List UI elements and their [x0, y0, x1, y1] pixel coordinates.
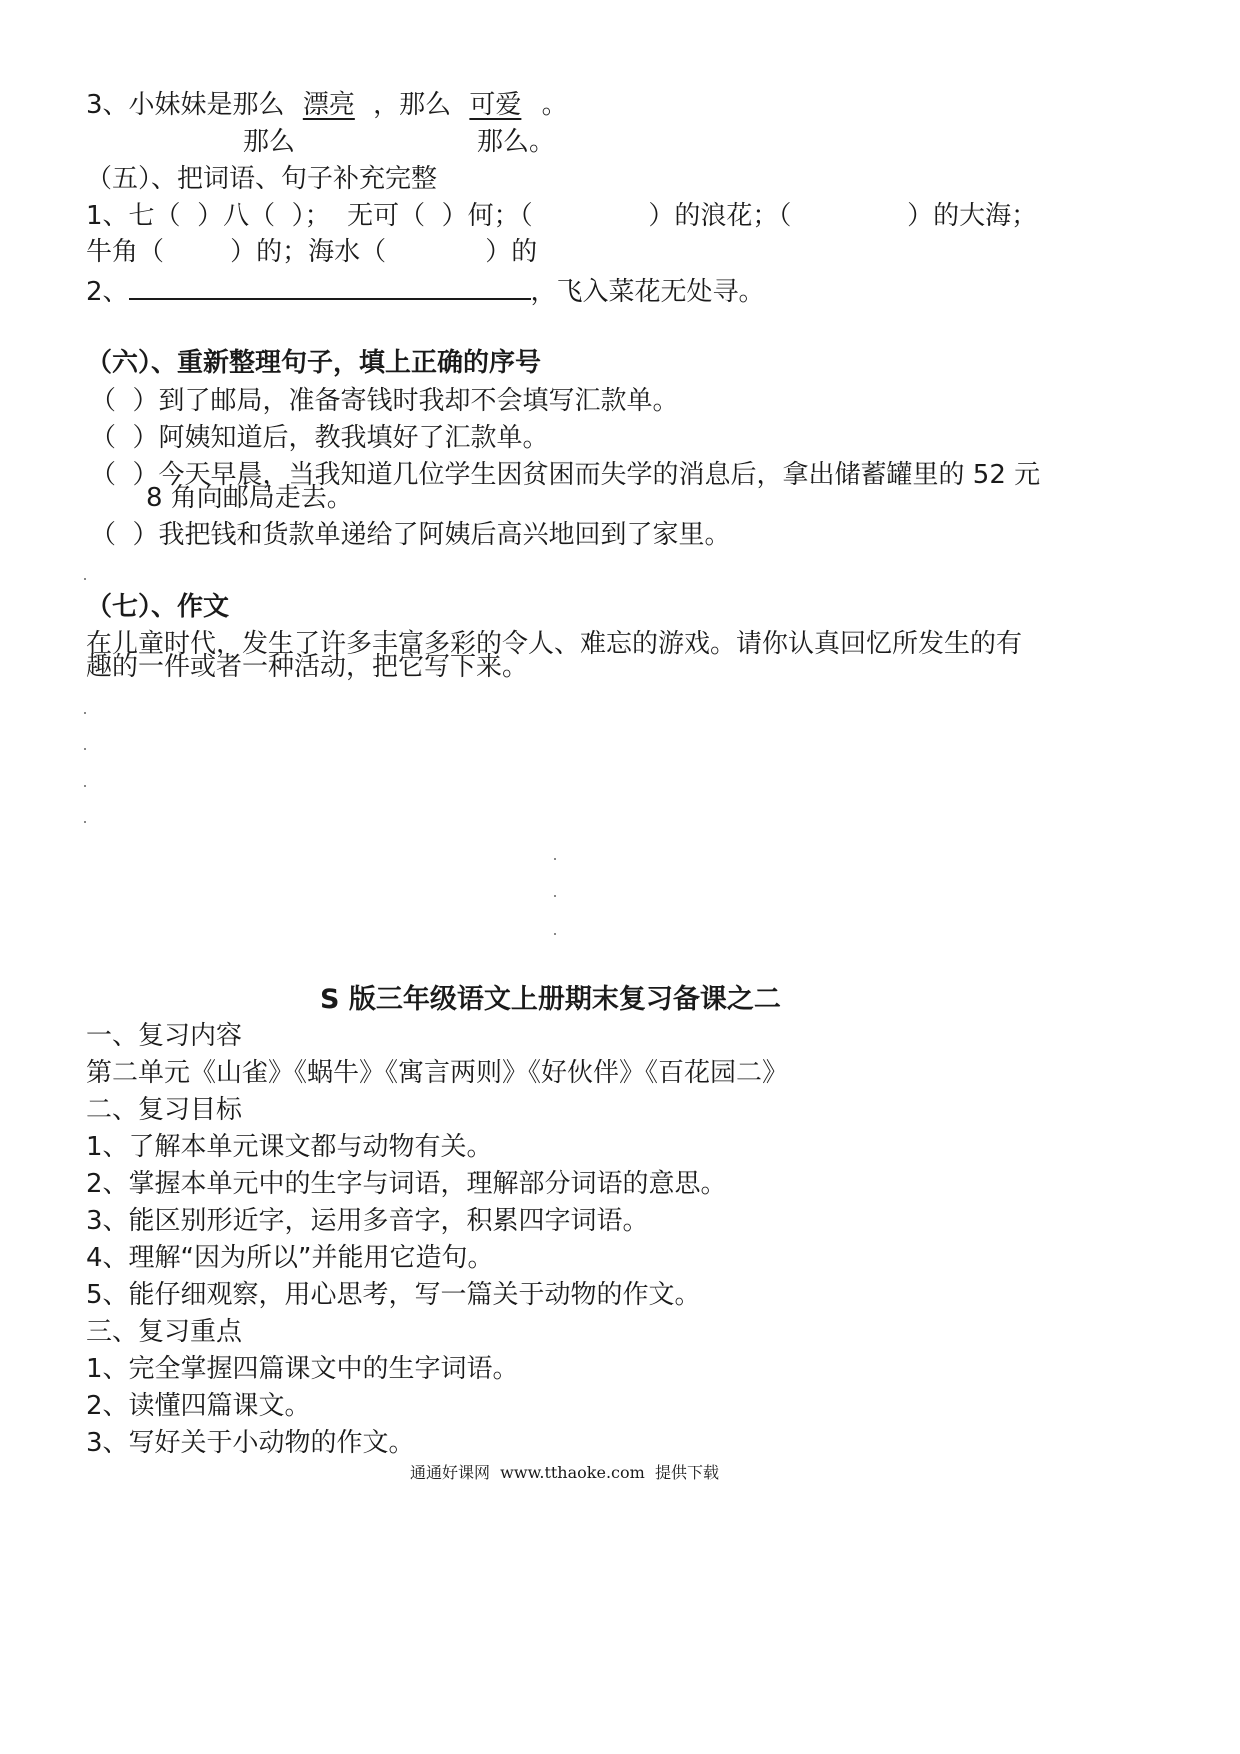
section-7-line-1: 在儿童时代，发生了许多丰富多彩的令人、难忘的游戏。请你认真回忆所发生的有 — [86, 629, 1023, 659]
lesson-line-11: 2、读懂四篇课文。 — [86, 1391, 311, 1421]
lesson-line-12: 3、写好关于小动物的作文。 — [86, 1428, 415, 1458]
scan-dot — [84, 785, 86, 787]
fill-blank-line — [129, 276, 531, 300]
scan-dot — [84, 748, 86, 750]
lesson-line-2: 第二单元《山雀》《蜗牛》《寓言两则》《好伙伴》《百花园二》 — [86, 1058, 789, 1088]
lesson-line-4: 1、了解本单元课文都与动物有关。 — [86, 1132, 493, 1162]
section-5-line-1: 1、七（ ）八（ ）； 无可（ ）何；（ ）的浪花；（ ）的大海； — [86, 201, 1038, 231]
scan-dot — [84, 712, 86, 714]
section-6-heading: （六）、重新整理句子，填上正确的序号 — [86, 348, 542, 378]
s5-line3-suffix: ，飞入菜花无处寻。 — [530, 277, 765, 307]
section-6-item-2: （ ）阿姨知道后，教我填好了汇款单。 — [90, 423, 549, 453]
scan-dot — [554, 858, 556, 860]
q3-prefix: 3、小妹妹是那么 — [86, 90, 285, 120]
section-5-heading: （五）、把词语、句子补充完整 — [86, 164, 438, 194]
q3-blank-1: 那么 — [243, 127, 296, 157]
section-6-item-1: （ ）到了邮局，准备寄钱时我却不会填写汇款单。 — [90, 386, 679, 416]
lesson-line-9: 三、复习重点 — [86, 1317, 243, 1347]
question-3-line — [86, 88, 568, 122]
section-7-line-2: 趣的一件或者一种活动，把它写下来。 — [86, 652, 529, 682]
section-6-item-3: （ ）今天早晨，当我知道几位学生因贫困而失学的消息后，拿出储蓄罐里的 52 元 — [90, 460, 1041, 490]
section-7-heading: （七）、作文 — [86, 592, 230, 622]
scan-dot — [84, 578, 86, 580]
lesson-line-7: 4、理解“因为所以”并能用它造句。 — [86, 1243, 494, 1273]
scan-dot — [554, 895, 556, 897]
q3-blank-2: 那么。 — [477, 127, 556, 157]
lesson-line-8: 5、能仔细观察，用心思考，写一篇关于动物的作文。 — [86, 1280, 701, 1310]
scan-dot — [84, 821, 86, 823]
lesson-line-5: 2、掌握本单元中的生字与词语，理解部分词语的意思。 — [86, 1169, 727, 1199]
q3-mid: ，那么 — [373, 90, 452, 120]
section-6-item-4: （ ）我把钱和货款单递给了阿姨后高兴地回到了家里。 — [90, 520, 731, 550]
lesson-line-3: 二、复习目标 — [86, 1095, 243, 1125]
section-5-line-3 — [86, 275, 765, 309]
page-footer: 通通好课网 www.tthaoke.com 提供下载 — [410, 1463, 719, 1482]
q3-word-1: 漂亮 — [302, 90, 355, 120]
lesson-line-1: 一、复习内容 — [86, 1021, 243, 1051]
section-5-line-2: 牛角（ ）的；海水（ ）的 — [86, 237, 538, 267]
lesson-line-10: 1、完全掌握四篇课文中的生字词语。 — [86, 1354, 519, 1384]
scan-dot — [554, 933, 556, 935]
q3-end: 。 — [541, 90, 568, 120]
s5-line3-prefix: 2、 — [86, 277, 129, 307]
section-6-item-3-cont: 8 角向邮局走去。 — [146, 483, 353, 513]
lesson-title: S 版三年级语文上册期末复习备课之二 — [320, 984, 781, 1015]
q3-word-2: 可爱 — [469, 90, 522, 120]
lesson-line-6: 3、能区别形近字，运用多音字，积累四字词语。 — [86, 1206, 649, 1236]
